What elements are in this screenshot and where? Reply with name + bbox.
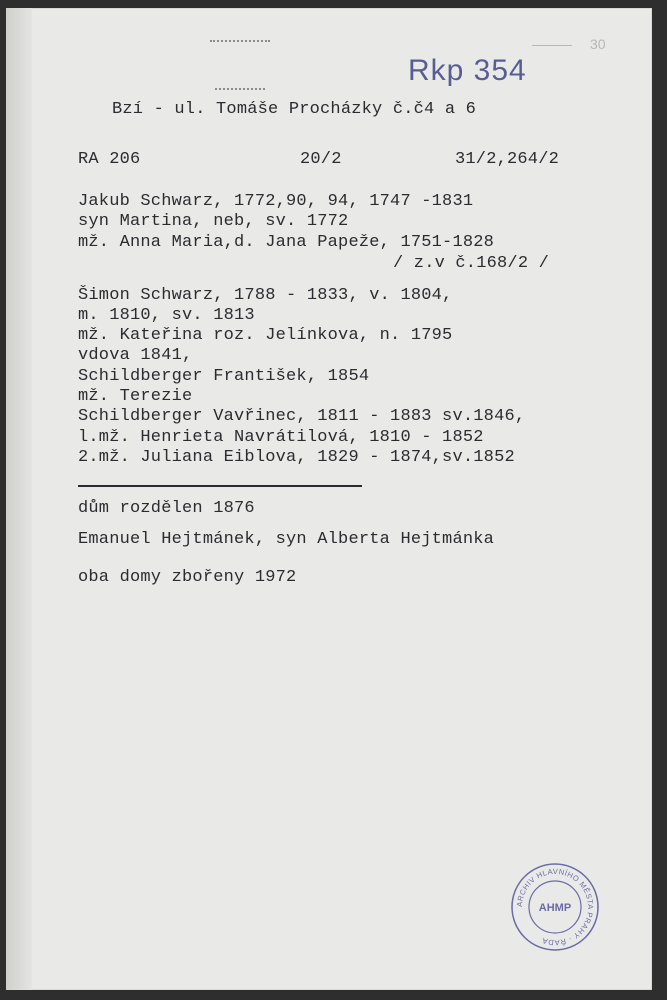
separator-rule bbox=[78, 485, 362, 487]
entry-line: 2.mž. Juliana Eiblova, 1829 - 1874,sv.1852 bbox=[78, 448, 515, 467]
entry-line: mž. Terezie bbox=[78, 387, 193, 406]
entry-line: l.mž. Henrieta Navrátilová, 1810 - 1852 bbox=[78, 428, 484, 447]
svg-text:ARCHIV HLAVNÍHO MĚSTA PRAHY ·: ARCHIV HLAVNÍHO MĚSTA PRAHY · ŘADA bbox=[514, 866, 596, 948]
entry-line: / z.v č.168/2 / bbox=[393, 254, 550, 273]
entry-line: Emanuel Hejtmánek, syn Alberta Hejtmánka bbox=[78, 530, 495, 549]
ra-number: RA 206 bbox=[78, 150, 141, 169]
address-heading: Bzí - ul. Tomáše Procházky č.č4 a 6 bbox=[112, 100, 477, 119]
entry-line: syn Martina, neb, sv. 1772 bbox=[78, 212, 349, 231]
top-dotted-mark bbox=[210, 40, 270, 42]
pencil-line bbox=[532, 45, 572, 46]
reference-numbers: 31/2,264/2 bbox=[455, 150, 560, 169]
entry-line: Schildberger Vavřinec, 1811 - 1883 sv.1846, bbox=[78, 407, 526, 426]
pencil-number: 30 bbox=[590, 36, 606, 52]
entry-line: oba domy zbořeny 1972 bbox=[78, 568, 297, 587]
parcel-number: 20/2 bbox=[300, 150, 342, 169]
svg-text:AHMP: AHMP bbox=[538, 902, 572, 914]
entry-line: mž. Kateřina roz. Jelínkova, n. 1795 bbox=[78, 326, 453, 345]
archive-seal-stamp bbox=[510, 862, 600, 952]
header-dotted-mark bbox=[215, 88, 265, 90]
shelfmark-stamp: Rkp 354 bbox=[408, 54, 527, 87]
entry-line: mž. Anna Maria,d. Jana Papeže, 1751-1828 bbox=[78, 233, 495, 252]
entry-line: Šimon Schwarz, 1788 - 1833, v. 1804, bbox=[78, 286, 453, 305]
card-left-edge bbox=[6, 8, 32, 990]
entry-line: m. 1810, sv. 1813 bbox=[78, 306, 255, 325]
entry-line: vdova 1841, bbox=[78, 346, 193, 365]
archive-seal-icon bbox=[510, 862, 600, 952]
entry-line: Jakub Schwarz, 1772,90, 94, 1747 -1831 bbox=[78, 192, 474, 211]
entry-line: Schildberger František, 1854 bbox=[78, 367, 370, 386]
entry-line: dům rozdělen 1876 bbox=[78, 499, 255, 518]
